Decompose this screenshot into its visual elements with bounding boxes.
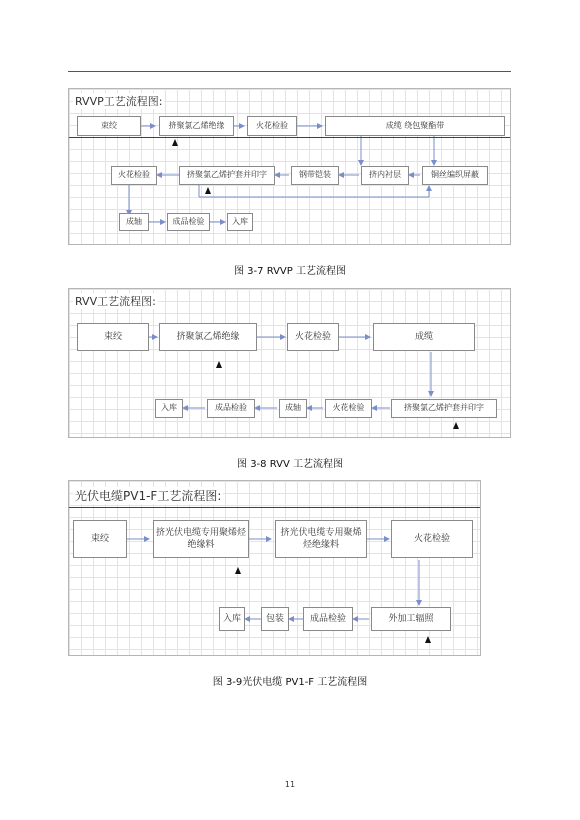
figure-caption: 图 3-9光伏电缆 PV1-F 工艺流程图 xyxy=(212,677,368,688)
step-strand-twist: 束绞 xyxy=(73,520,127,558)
figure-caption: 图 3-8 RVV 工艺流程图 xyxy=(237,459,343,470)
marker-triangle xyxy=(453,422,459,429)
step-pvc-sheath-print: 挤聚氯乙烯护套并印字 xyxy=(391,399,497,418)
step-spark-test: 火花检验 xyxy=(247,116,297,136)
blue-underline xyxy=(69,507,481,508)
step-inner-liner: 挤内衬层 xyxy=(361,166,409,185)
step-pv-insulation-1: 挤光伏电缆专用聚烯烃绝缘料 xyxy=(153,520,249,558)
step-pvc-sheath-print: 挤聚氯乙烯护套并印字 xyxy=(179,166,275,185)
blue-underline xyxy=(69,137,511,138)
page-number: 11 xyxy=(284,780,296,789)
step-reel: 成轴 xyxy=(279,399,307,418)
step-warehouse: 入库 xyxy=(219,607,245,631)
marker-triangle xyxy=(425,636,431,643)
step-packaging: 包装 xyxy=(261,607,289,631)
marker-triangle xyxy=(216,361,222,368)
step-cabling-tape: 成缆 绕包聚酯带 xyxy=(325,116,505,136)
figure-title: RVVP工艺流程图: xyxy=(75,95,163,108)
step-copper-braid: 铜丝编织屏蔽 xyxy=(422,166,488,185)
marker-triangle xyxy=(205,187,211,194)
marker-triangle xyxy=(172,139,178,146)
step-irradiation: 外加工辐照 xyxy=(371,607,451,631)
blue-underline xyxy=(69,437,511,438)
step-spark-test-2: 火花检验 xyxy=(325,399,372,418)
figure-caption: 图 3-7 RVVP 工艺流程图 xyxy=(234,266,346,277)
blue-underline xyxy=(69,655,481,656)
marker-triangle xyxy=(235,567,241,574)
step-warehouse: 入库 xyxy=(227,213,253,231)
step-spark-test: 火花检验 xyxy=(391,520,473,558)
figure-rvv-flowchart xyxy=(68,288,511,438)
step-strand-twist: 束绞 xyxy=(77,116,141,136)
figure-title: 光伏电缆PV1-F工艺流程图: xyxy=(75,489,222,503)
step-reel: 成轴 xyxy=(119,213,149,231)
step-spark-test: 火花检验 xyxy=(287,323,339,351)
step-strand-twist: 束绞 xyxy=(77,323,149,351)
step-spark-test-2: 火花检验 xyxy=(111,166,157,185)
figure-pv1f-flowchart xyxy=(68,480,481,656)
step-final-inspection: 成品检验 xyxy=(303,607,353,631)
figure-rvvp-flowchart xyxy=(68,88,511,245)
step-pv-insulation-2: 挤光伏电缆专用聚烯烃绝缘料 xyxy=(275,520,367,558)
step-final-inspection: 成品检验 xyxy=(167,213,210,231)
step-final-inspection: 成品检验 xyxy=(207,399,255,418)
header-rule xyxy=(68,71,511,72)
step-warehouse: 入库 xyxy=(155,399,183,418)
step-pvc-insulation: 挤聚氯乙烯绝缘 xyxy=(159,116,234,136)
step-cabling: 成缆 xyxy=(373,323,475,351)
step-steel-armour: 钢带铠装 xyxy=(291,166,339,185)
step-pvc-insulation: 挤聚氯乙烯绝缘 xyxy=(159,323,257,351)
figure-title: RVV工艺流程图: xyxy=(75,295,156,308)
